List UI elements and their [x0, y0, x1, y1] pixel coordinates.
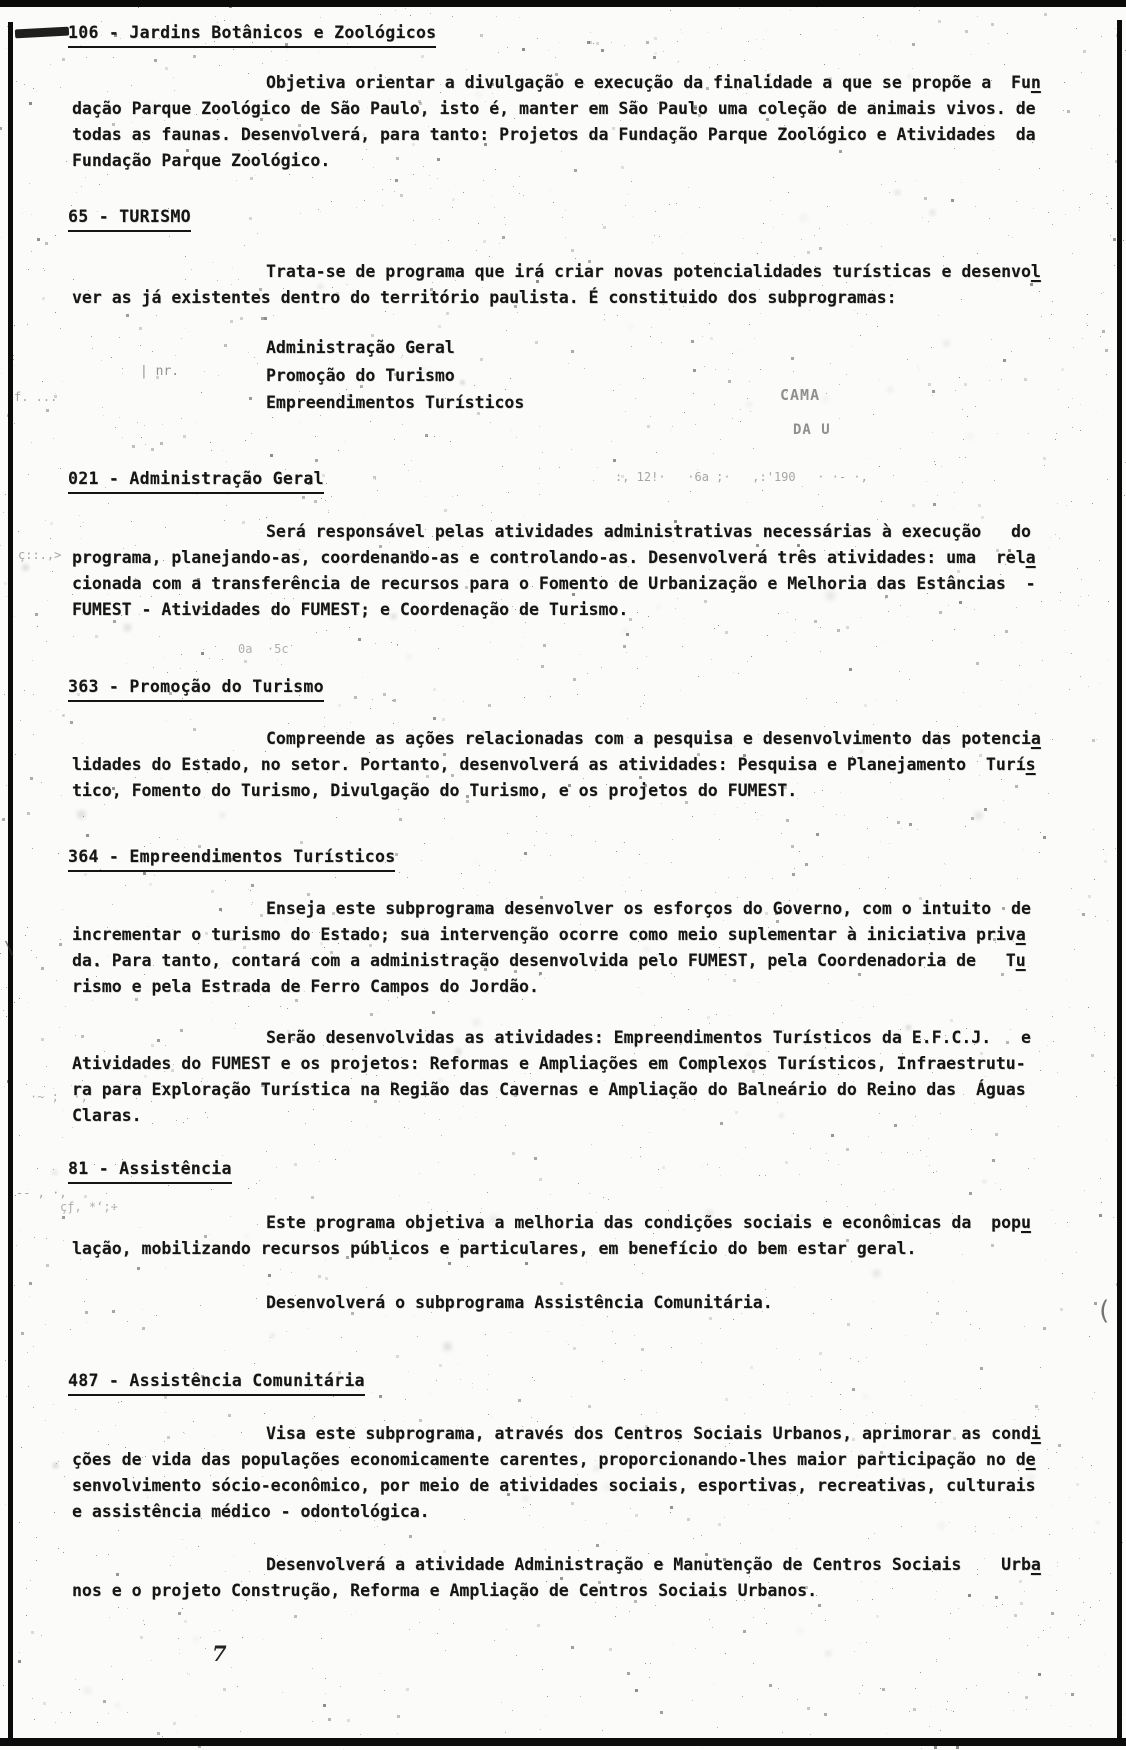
section-title: 106 - Jardins Botânicos e Zoológicos: [68, 22, 436, 48]
page-border-left: [8, 22, 13, 1740]
page-border-right: [1117, 20, 1122, 1740]
noise-artifact: çƒ, *ʻ;÷: [60, 1200, 118, 1214]
section-title: 487 - Assistência Comunitária: [68, 1370, 365, 1396]
paragraph-81-desenvolvera: Desenvolverá o subprograma Assistência Comunitária.: [266, 1293, 773, 1312]
noise-artifact: | nr.: [140, 364, 180, 379]
paragraph-364-serao-desenvolvidas: Serão desenvolvidas as atividades: Empreendimentos Turísticos da E.F.C.J. e Atividades do FUMEST e os projetos: Reformas e Ampliações em Complexos Turísticos, Infraestrutu- ra para Exploração Turística na Região das Cavernas e Ampliação do Balneário do Reino das Águas Claras.: [72, 1028, 1031, 1125]
noise-artifact: :, 12!· ·6a ;· ,:'190 · ·- ·,: [615, 470, 868, 484]
section-title: 021 - Administração Geral: [68, 468, 324, 494]
noise-artifact: f. ...: [14, 390, 58, 404]
faint-stamp-line1: CAMA: [780, 386, 821, 404]
paragraph-65-trata-se: Trata-se de programa que irá criar novas potencialidades turísticas e desenvol ver as já existentes dentro do território paulista. É constituido dos subprogramas:: [72, 262, 1041, 307]
section-title: 363 - Promoção do Turismo: [68, 676, 324, 702]
section-heading-021-administracao-geral: [68, 468, 324, 494]
section-heading-364-empreendimentos: [68, 846, 395, 872]
paragraph-364-enseja: Enseja este subprograma desenvolver os esforços do Governo, com o intuito de incrementar o turismo do Estado; sua intervenção ocorre como meio suplementar à iniciativa priva da. Para tanto, contará com a administração desenvolvida pelo FUMEST, pela Coordenadoria de Tu rismo e pela Estrada de Ferro Campos do Jordão.: [72, 899, 1031, 996]
section-heading-363-promocao-turismo: [68, 676, 324, 702]
paragraph-487-visa: Visa este subprograma, através dos Centros Sociais Urbanos, aprimorar as condi ções de vida das populações economicamente carentes, proporcionando-lhes maior participação no de senvolvimento sócio-econômico, por meio de atividades sociais, esportivas, recreativas, culturais e assistência médico - odontológica.: [72, 1424, 1041, 1521]
section-heading-106-jardins: [68, 22, 436, 48]
subprogram-list: Administração Geral Promoção do Turismo Empreendimentos Turísticos: [266, 338, 525, 412]
ink-blot: [15, 27, 69, 39]
section-title: 364 - Empreendimentos Turísticos: [68, 846, 395, 872]
paragraph-487-desenvolvera: Desenvolverá a atividade Administração e Manutenção de Centros Sociais Urba nos e o projeto Construção, Reforma e Ampliação de Centros Sociais Urbanos.: [72, 1555, 1041, 1600]
noise-artifact: ·~ ; ·,: [30, 1090, 88, 1104]
section-heading-81-assistencia: [68, 1158, 232, 1184]
section-title: 65 - TURISMO: [68, 206, 191, 232]
noise-artifact: 0a ·5c: [238, 642, 289, 656]
page-number: 7: [212, 1641, 227, 1666]
section-heading-65-turismo: [68, 206, 191, 232]
noise-artifact: -- , ·,: [16, 1186, 67, 1200]
noise-artifact: ç::.,>: [18, 548, 62, 562]
paragraph-363-compreende: Compreende as ações relacionadas com a pesquisa e desenvolvimento das potencia lidades do Estado, no setor. Portanto, desenvolverá as atividades: Pesquisa e Planejamento Turís tico, Fomento do Turismo, Divulgação do Turismo, e os projetos do FUMEST.: [72, 729, 1041, 800]
paragraph-81-este-programa: Este programa objetiva a melhoria das condições sociais e econômicas da popu lação, mobilizando recursos públicos e particulares, em benefício do bem estar geral.: [72, 1213, 1031, 1258]
noise-artifact: (: [1096, 1296, 1112, 1326]
noise-artifact: \: [4, 938, 15, 959]
section-title: 81 - Assistência: [68, 1158, 232, 1184]
page-border-bottom: [0, 1738, 1126, 1746]
page-border-top: [0, 0, 1126, 7]
paragraph-106-objetiva: Objetiva orientar a divulgação e execução da finalidade a que se propõe a Fun dação Parque Zoológico de São Paulo, isto é, manter em São Paulo uma coleção de animais vivos. de todas as faunas. Desenvolverá, para tanto: Projetos da Fundação Parque Zoológico e Atividades da Fundação Parque Zoológico.: [72, 73, 1041, 170]
section-heading-487-assistencia-comunitaria: [68, 1370, 365, 1396]
paragraph-021-sera-responsavel: Será responsável pelas atividades administrativas necessárias à execução do programa, planejando-as, coordenando-as e controlando-as. Desenvolverá três atividades: uma rela cionada com a transferência de recursos para o Fomento de Urbanização e Melhoria das Estâncias - FUMEST - Atividades do FUMEST; e Coordenação de Turismo.: [72, 522, 1036, 619]
faint-stamp-line2: DA U: [793, 422, 831, 438]
